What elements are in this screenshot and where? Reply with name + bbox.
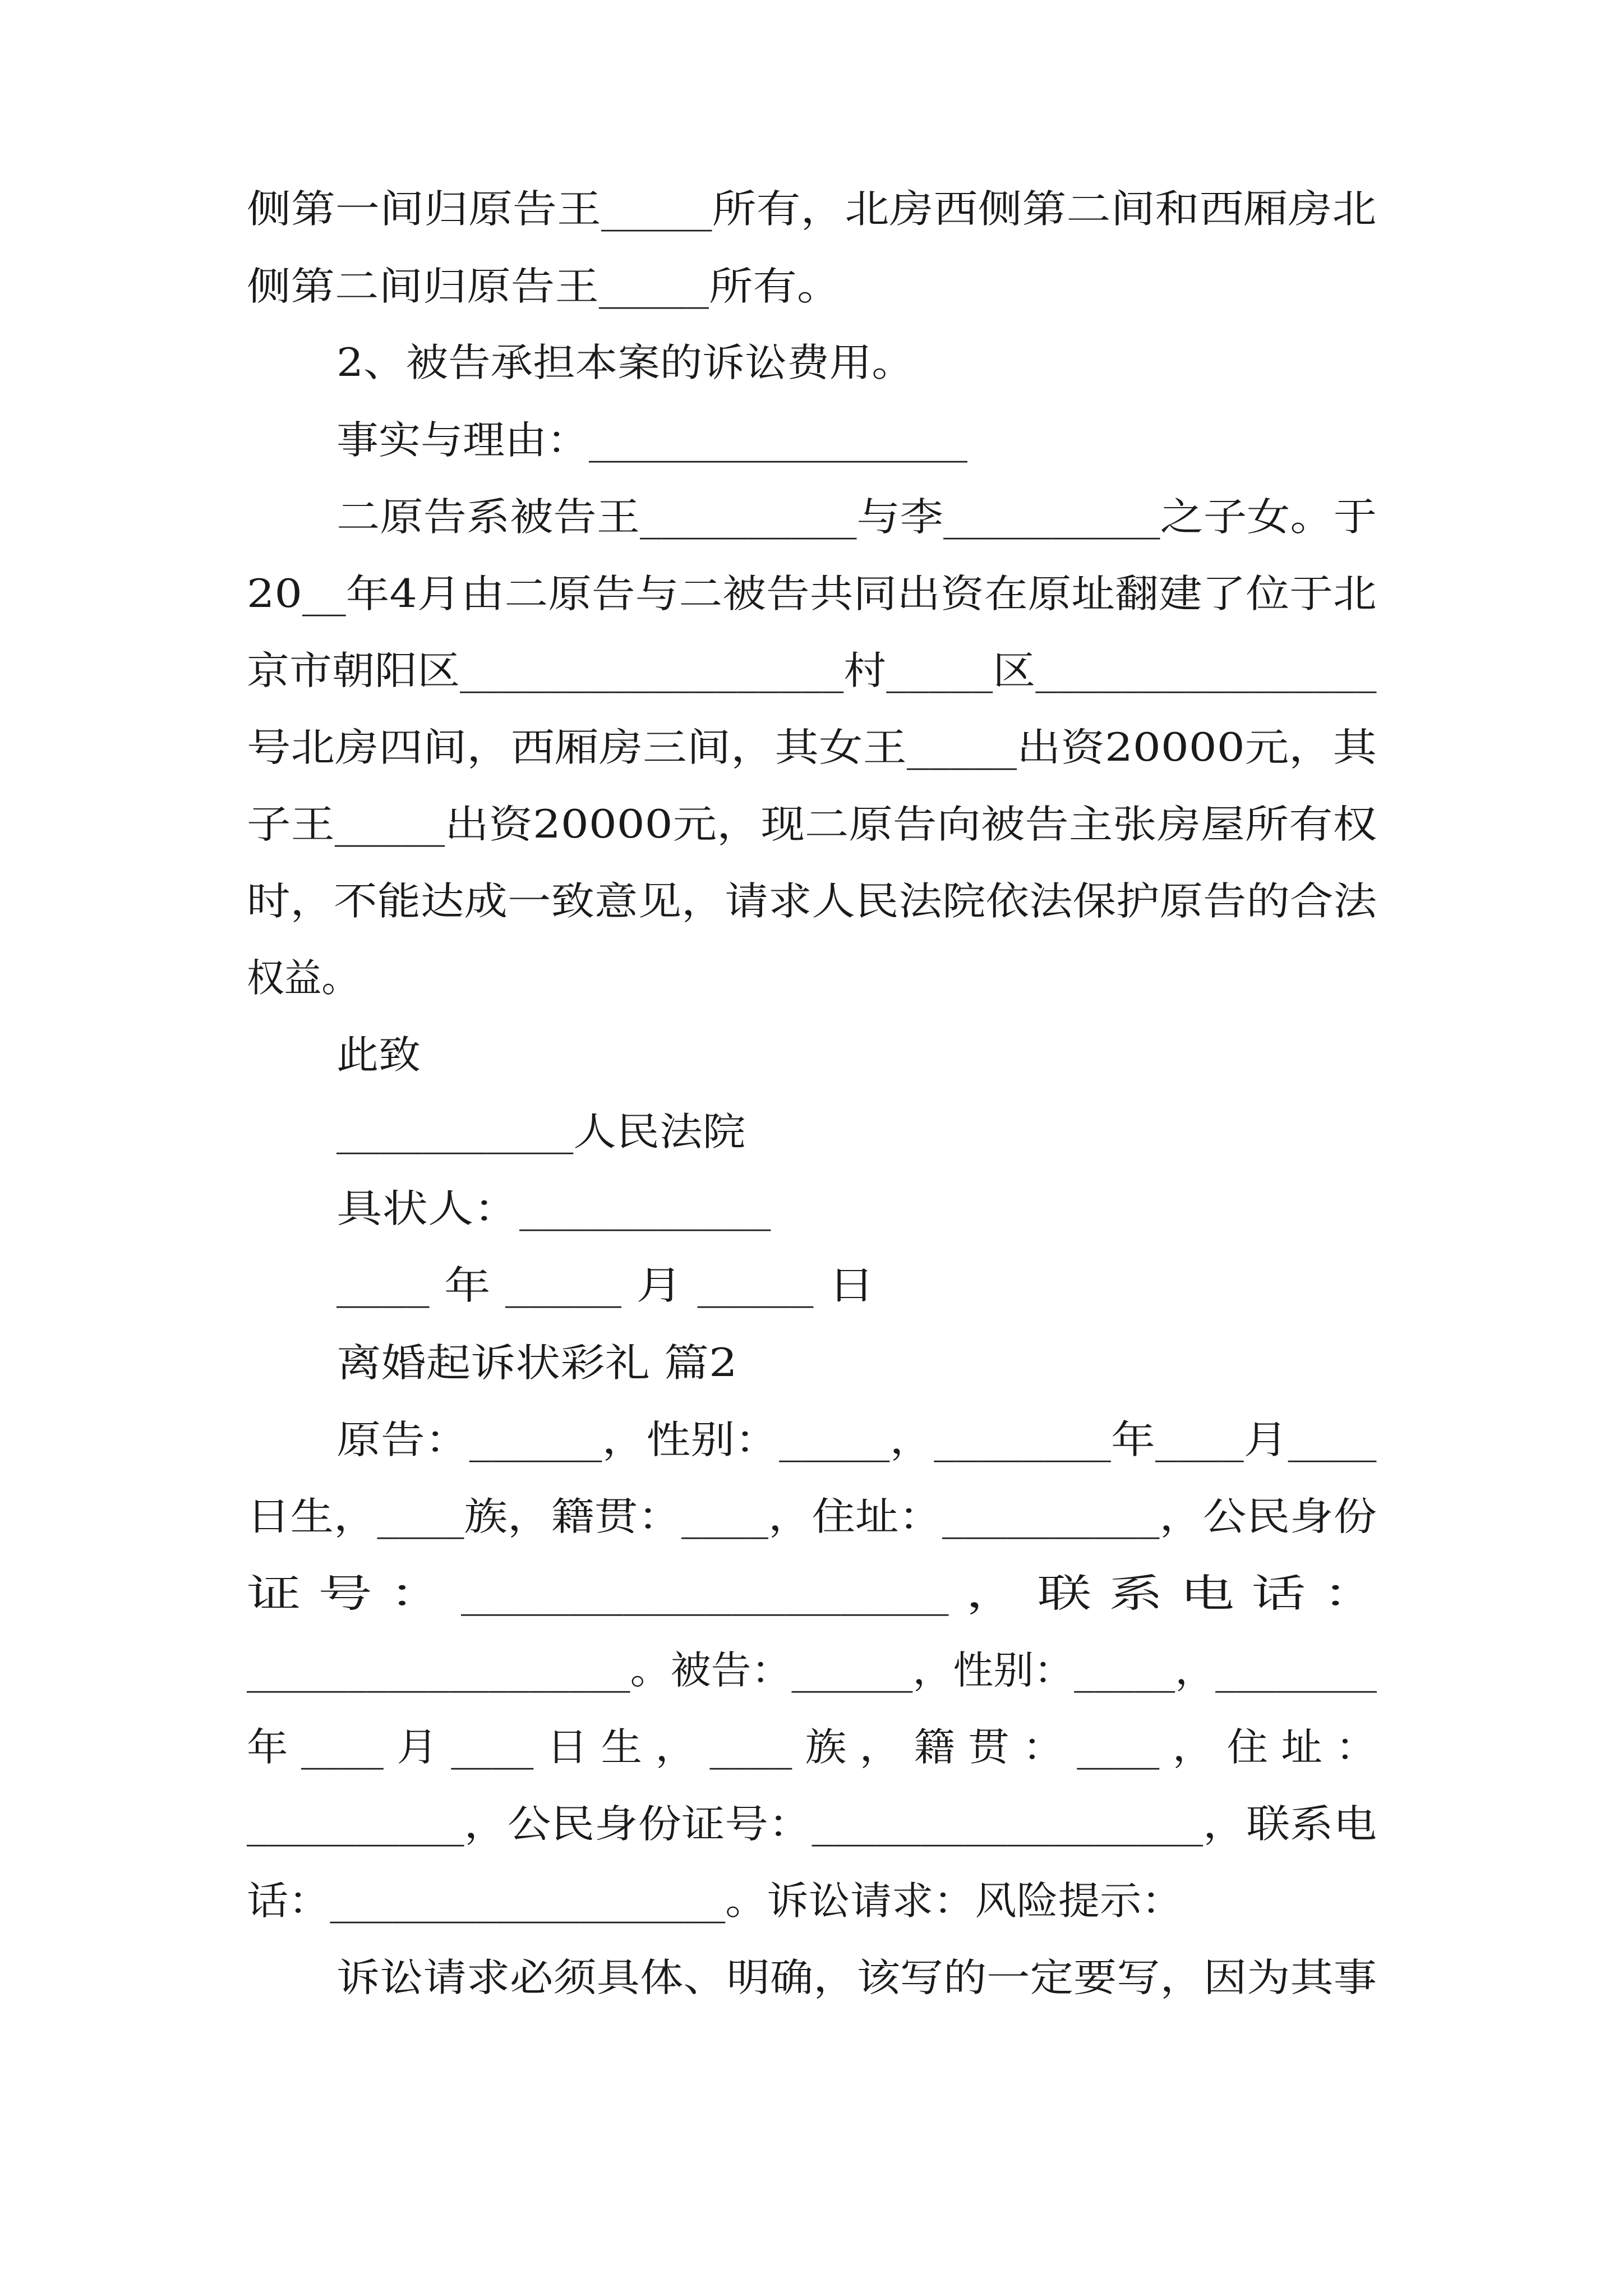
text-line: 二原告系被告王__________与李__________之子女。于	[336, 495, 1377, 540]
text-line: __________，公民身份证号：__________________，联系电	[247, 1802, 1377, 1847]
text-line: 号北房四间，西厢房三间，其女王_____出资20000元，其	[247, 725, 1377, 770]
text-line: 20__年4月由二原告与二被告共同出资在原址翻建了位于北	[247, 572, 1377, 616]
text-line: 子王_____出资20000元，现二原告向被告主张房屋所有权	[247, 802, 1377, 847]
text-line: 具状人：___________	[336, 1186, 771, 1231]
text-line: 诉讼请求必须具体、明确，该写的一定要写，因为其事	[336, 1955, 1377, 2000]
text-line: 侧第一间归原告王_____所有，北房西侧第二间和西厢房北	[247, 187, 1377, 232]
section-heading: 离婚起诉状彩礼 篇2	[336, 1341, 737, 1386]
text-line: 日生，____族，籍贯：____，住址：__________，公民身份	[247, 1494, 1377, 1539]
text-line: 侧第二间归原告王_____所有。	[247, 264, 841, 309]
text-line: ___________________。被告：______，性别：_____，________	[247, 1648, 1377, 1693]
text-line: 京市朝阳区__________________村_____区________________	[247, 648, 1377, 693]
text-line: 话：___________________。诉讼请求：风险提示：	[247, 1879, 1183, 1924]
text-line: 证 号 ： __________________ ， 联 系 电 话 ：	[247, 1571, 1377, 1616]
text-line: ____ 年 _____ 月 _____ 日	[336, 1263, 875, 1308]
text-line: 事实与理由：__________________	[336, 418, 967, 463]
text-line: 年 ____ 月 ____ 日 生 ， ____ 族 ， 籍 贯 ： ____ ， 住 址 ：	[247, 1725, 1377, 1770]
text-line: 此致	[336, 1033, 421, 1078]
text-line: ___________人民法院	[336, 1110, 746, 1154]
text-line: 2、被告承担本案的诉讼费用。	[336, 341, 914, 385]
text-line: 时，不能达成一致意见，请求人民法院依法保护原告的合法	[247, 879, 1377, 924]
text-line: 权益。	[247, 956, 359, 1001]
text-line: 原告：______，性别：_____，________年____月____	[336, 1418, 1377, 1462]
